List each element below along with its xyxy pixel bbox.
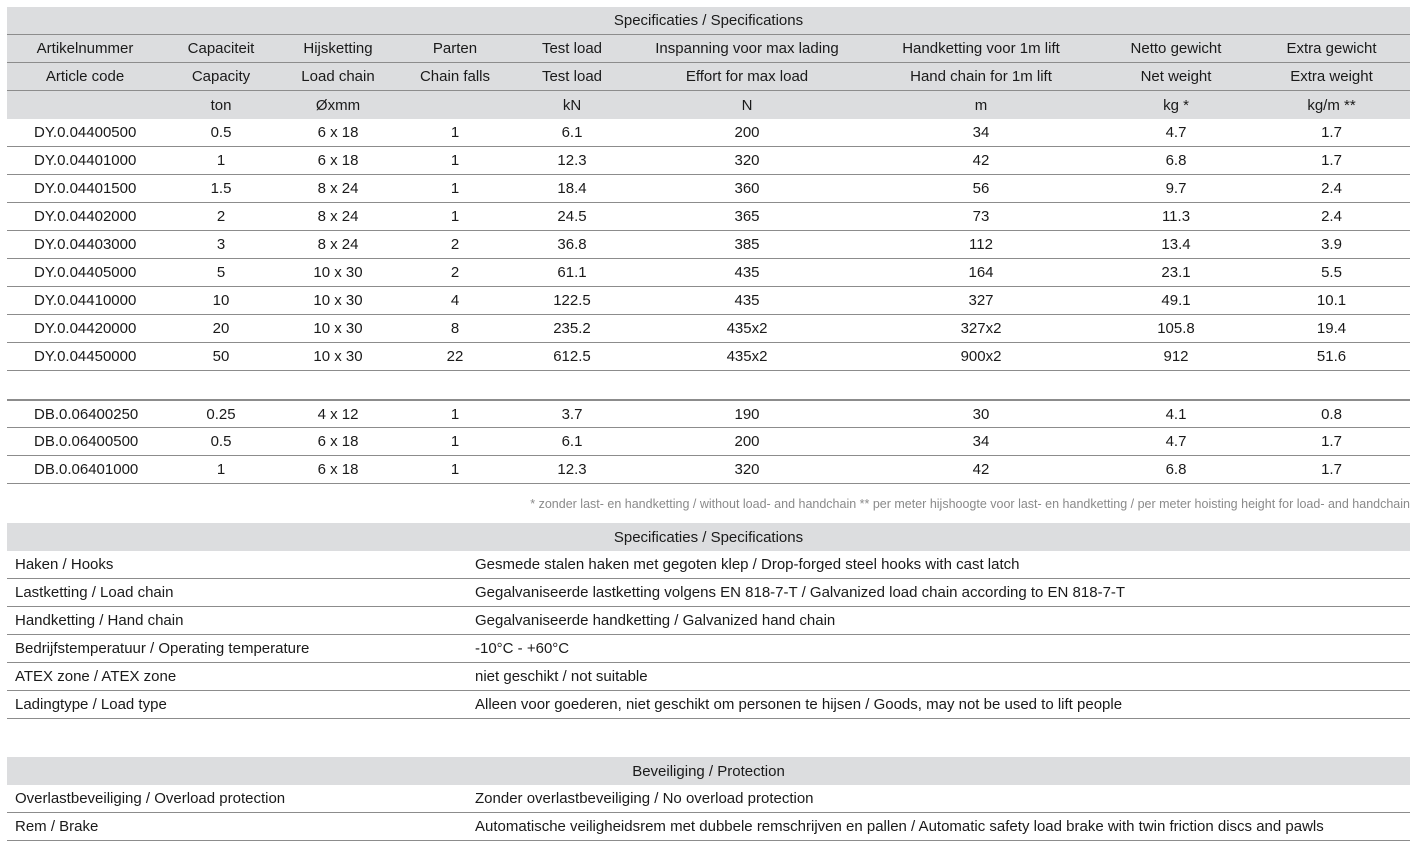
spec-row	[7, 551, 1410, 579]
header-load-chain: Hijsketting	[303, 40, 373, 57]
cell-hand-chain: 327x2	[960, 320, 1002, 337]
cell-capacity: 50	[212, 348, 230, 365]
cell-chain-falls: 8	[450, 320, 460, 337]
header-capacity: Capaciteit	[187, 40, 255, 57]
cell-effort: 435	[734, 292, 760, 309]
table-group-dy	[7, 119, 1410, 371]
spec-key: Lastketting / Load chain	[15, 584, 174, 601]
cell-load-chain: 6 x 18	[317, 124, 359, 141]
header-hand-chain: Handketting voor 1m lift	[902, 40, 1060, 57]
cell-chain-falls: 1	[450, 124, 460, 141]
cell-test-load: 24.5	[557, 208, 587, 225]
cell-test-load: 12.3	[557, 152, 587, 169]
header-extra-weight: kg/m **	[1307, 96, 1356, 114]
spec-list	[7, 523, 1410, 719]
cell-extra-weight: 19.4	[1316, 320, 1347, 337]
cell-extra-weight: 2.4	[1321, 208, 1342, 225]
header-chain-falls: Parten	[432, 40, 478, 57]
header-extra-weight: Extra weight	[1290, 68, 1373, 85]
cell-net-weight: 13.4	[1161, 236, 1191, 253]
cell-effort: 435x2	[726, 348, 768, 365]
cell-net-weight: 23.1	[1161, 264, 1191, 281]
spec-key: Handketting / Hand chain	[15, 612, 184, 629]
spec-list-title: Specificaties / Specifications	[613, 528, 804, 546]
cell-chain-falls: 22	[446, 348, 464, 365]
cell-load-chain: 10 x 30	[313, 292, 363, 309]
cell-chain-falls: 1	[450, 461, 460, 478]
cell-load-chain: 8 x 24	[317, 180, 359, 197]
table-row	[7, 315, 1410, 343]
footnote: * zonder last- en handketting / without load- and handchain ** per meter hijshoogte voor last- en handketting / per meter hoisting height for load- and handchain	[530, 496, 1410, 511]
header-effort: N	[741, 96, 753, 114]
header-load-chain: Øxmm	[315, 96, 361, 114]
spec-key: Ladingtype / Load type	[15, 696, 167, 713]
cell-net-weight: 105.8	[1157, 320, 1195, 337]
cell-net-weight: 912	[1163, 348, 1189, 365]
cell-test-load: 612.5	[553, 348, 591, 365]
protection-title: Beveiliging / Protection	[632, 762, 785, 780]
spec-list-title-row	[7, 523, 1410, 551]
header-capacity: ton	[210, 96, 232, 114]
header-capacity: Capacity	[191, 68, 251, 85]
cell-effort: 360	[734, 180, 760, 197]
cell-test-load: 36.8	[557, 236, 587, 253]
cell-capacity: 5	[216, 264, 226, 281]
cell-effort: 320	[734, 461, 760, 478]
cell-test-load: 61.1	[557, 264, 587, 281]
spec-row	[7, 607, 1410, 635]
cell-article-code: DB.0.06400250	[34, 405, 139, 423]
cell-hand-chain: 73	[972, 208, 990, 225]
cell-extra-weight: 51.6	[1316, 348, 1347, 365]
spec-key: ATEX zone / ATEX zone	[15, 668, 177, 685]
cell-article-code: DY.0.04410000	[34, 292, 137, 309]
header-article-code: Article code	[45, 68, 125, 85]
table-row	[7, 119, 1410, 147]
cell-test-load: 18.4	[557, 180, 587, 197]
product-spec-sheet	[7, 7, 1410, 841]
spec-row	[7, 663, 1410, 691]
spec-value: Alleen voor goederen, niet geschikt om personen te hijsen / Goods, may not be used to lift people	[475, 696, 1123, 713]
table-row	[7, 428, 1410, 456]
cell-extra-weight: 3.9	[1321, 236, 1342, 253]
cell-net-weight: 6.8	[1165, 461, 1187, 478]
cell-effort: 190	[734, 405, 760, 423]
spec-table	[7, 7, 1410, 523]
spec-row	[7, 635, 1410, 663]
cell-chain-falls: 1	[450, 433, 460, 450]
header-effort: Effort for max load	[685, 68, 809, 85]
header-row-nl	[7, 35, 1410, 63]
cell-hand-chain: 34	[972, 433, 990, 450]
cell-capacity: 1	[216, 461, 226, 478]
header-net-weight: Net weight	[1140, 68, 1212, 85]
cell-effort: 385	[734, 236, 760, 253]
header-hand-chain: Hand chain for 1m lift	[910, 68, 1052, 85]
spec-value: niet geschikt / not suitable	[475, 668, 648, 685]
cell-capacity: 10	[212, 292, 230, 309]
header-net-weight: Netto gewicht	[1130, 40, 1222, 57]
cell-test-load: 3.7	[561, 405, 583, 423]
cell-capacity: 20	[212, 320, 230, 337]
table-row	[7, 147, 1410, 175]
spec-value: Zonder overlastbeveiliging / No overload protection	[475, 790, 814, 807]
table-row	[7, 175, 1410, 203]
cell-hand-chain: 42	[972, 461, 990, 478]
table-row	[7, 231, 1410, 259]
cell-article-code: DY.0.04402000	[34, 208, 137, 225]
cell-extra-weight: 1.7	[1321, 461, 1342, 478]
cell-chain-falls: 2	[450, 264, 460, 281]
cell-hand-chain: 327	[968, 292, 994, 309]
cell-article-code: DB.0.06400500	[34, 433, 139, 450]
cell-capacity: 0.5	[210, 124, 232, 141]
cell-net-weight: 11.3	[1161, 208, 1191, 225]
table-row	[7, 259, 1410, 287]
cell-chain-falls: 1	[450, 180, 460, 197]
cell-effort: 200	[734, 124, 760, 141]
cell-test-load: 12.3	[557, 461, 587, 478]
cell-net-weight: 4.7	[1165, 433, 1187, 450]
cell-extra-weight: 1.7	[1321, 433, 1342, 450]
cell-article-code: DY.0.04405000	[34, 264, 137, 281]
cell-chain-falls: 1	[450, 405, 460, 423]
cell-extra-weight: 2.4	[1321, 180, 1342, 197]
cell-effort: 435x2	[726, 320, 768, 337]
table-row	[7, 456, 1410, 484]
header-chain-falls: Chain falls	[419, 68, 491, 85]
cell-effort: 435	[734, 264, 760, 281]
spec-table-title: Specificaties / Specifications	[613, 12, 804, 29]
cell-load-chain: 10 x 30	[313, 320, 363, 337]
header-row-en	[7, 63, 1410, 91]
cell-net-weight: 4.1	[1165, 405, 1187, 423]
table-row	[7, 343, 1410, 371]
spec-key: Haken / Hooks	[15, 556, 114, 573]
table-row	[7, 287, 1410, 315]
cell-capacity: 0.5	[210, 433, 232, 450]
cell-hand-chain: 112	[969, 236, 993, 253]
spec-value: Automatische veiligheidsrem met dubbele remschrijven en pallen / Automatic safety load brake with twin friction discs and pawls	[475, 818, 1324, 835]
cell-article-code: DB.0.06401000	[34, 461, 139, 478]
cell-extra-weight: 10.1	[1316, 292, 1347, 309]
cell-net-weight: 6.8	[1165, 152, 1187, 169]
cell-capacity: 3	[216, 236, 226, 253]
cell-hand-chain: 56	[972, 180, 990, 197]
cell-test-load: 6.1	[561, 433, 583, 450]
cell-article-code: DY.0.04450000	[34, 348, 137, 365]
cell-effort: 365	[734, 208, 760, 225]
cell-article-code: DY.0.04403000	[34, 236, 137, 253]
cell-effort: 320	[734, 152, 760, 169]
cell-test-load: 6.1	[561, 124, 583, 141]
cell-hand-chain: 30	[972, 405, 990, 423]
spec-value: Gesmede stalen haken met gegoten klep / Drop-forged steel hooks with cast latch	[475, 556, 1020, 573]
cell-article-code: DY.0.04401000	[34, 152, 137, 169]
header-test-load: Test load	[541, 40, 603, 57]
header-test-load: Test load	[541, 68, 603, 85]
section-spacer	[7, 719, 1410, 757]
cell-article-code: DY.0.04420000	[34, 320, 137, 337]
cell-load-chain: 10 x 30	[313, 348, 363, 365]
spec-row	[7, 785, 1410, 813]
cell-capacity: 1.5	[210, 180, 232, 197]
cell-load-chain: 6 x 18	[317, 152, 359, 169]
cell-chain-falls: 2	[450, 236, 460, 253]
cell-article-code: DY.0.04401500	[34, 180, 137, 197]
protection-title-row	[7, 757, 1410, 785]
spec-table-title-row	[7, 7, 1410, 35]
header-net-weight: kg *	[1163, 96, 1189, 114]
header-article-code: Artikelnummer	[36, 40, 134, 57]
spec-row	[7, 691, 1410, 719]
protection-list	[7, 757, 1410, 841]
header-extra-weight: Extra gewicht	[1286, 40, 1377, 57]
cell-chain-falls: 1	[450, 208, 460, 225]
cell-net-weight: 9.7	[1165, 180, 1187, 197]
cell-net-weight: 49.1	[1161, 292, 1191, 309]
cell-chain-falls: 1	[450, 152, 460, 169]
spec-value: Gegalvaniseerde lastketting volgens EN 818-7-T / Galvanized load chain according to EN 818-7-T	[475, 584, 1126, 601]
spec-value: Gegalvaniseerde handketting / Galvanized hand chain	[475, 612, 836, 629]
cell-capacity: 2	[216, 208, 226, 225]
spec-key: Bedrijfstemperatuur / Operating temperature	[15, 640, 310, 657]
header-row-units	[7, 91, 1410, 119]
cell-net-weight: 4.7	[1165, 124, 1187, 141]
group-separator	[7, 371, 1410, 400]
cell-effort: 200	[734, 433, 760, 450]
table-group-db	[7, 400, 1410, 484]
table-row	[7, 203, 1410, 231]
cell-hand-chain: 34	[972, 124, 990, 141]
cell-hand-chain: 164	[968, 264, 994, 281]
cell-hand-chain: 900x2	[960, 348, 1002, 365]
header-effort: Inspanning voor max lading	[655, 40, 839, 57]
header-hand-chain: m	[974, 96, 988, 114]
cell-capacity: 1	[216, 152, 226, 169]
cell-extra-weight: 0.8	[1321, 405, 1342, 423]
cell-load-chain: 8 x 24	[317, 236, 359, 253]
table-row	[7, 400, 1410, 428]
spec-row	[7, 579, 1410, 607]
cell-load-chain: 8 x 24	[317, 208, 359, 225]
cell-test-load: 122.5	[553, 292, 591, 309]
spec-key: Overlastbeveiliging / Overload protection	[15, 790, 286, 807]
spec-key: Rem / Brake	[15, 818, 99, 835]
cell-load-chain: 4 x 12	[317, 405, 359, 423]
spec-row	[7, 813, 1410, 841]
cell-article-code: DY.0.04400500	[34, 124, 137, 141]
header-load-chain: Load chain	[301, 68, 375, 85]
cell-extra-weight: 1.7	[1321, 152, 1342, 169]
cell-load-chain: 6 x 18	[317, 433, 359, 450]
cell-extra-weight: 5.5	[1321, 264, 1342, 281]
cell-test-load: 235.2	[553, 320, 591, 337]
cell-hand-chain: 42	[972, 152, 990, 169]
cell-capacity: 0.25	[206, 405, 236, 423]
cell-chain-falls: 4	[450, 292, 460, 309]
cell-extra-weight: 1.7	[1321, 124, 1342, 141]
header-test-load: kN	[562, 96, 582, 114]
spec-value: -10°C - +60°C	[475, 640, 570, 657]
cell-load-chain: 10 x 30	[313, 264, 363, 281]
cell-load-chain: 6 x 18	[317, 461, 359, 478]
